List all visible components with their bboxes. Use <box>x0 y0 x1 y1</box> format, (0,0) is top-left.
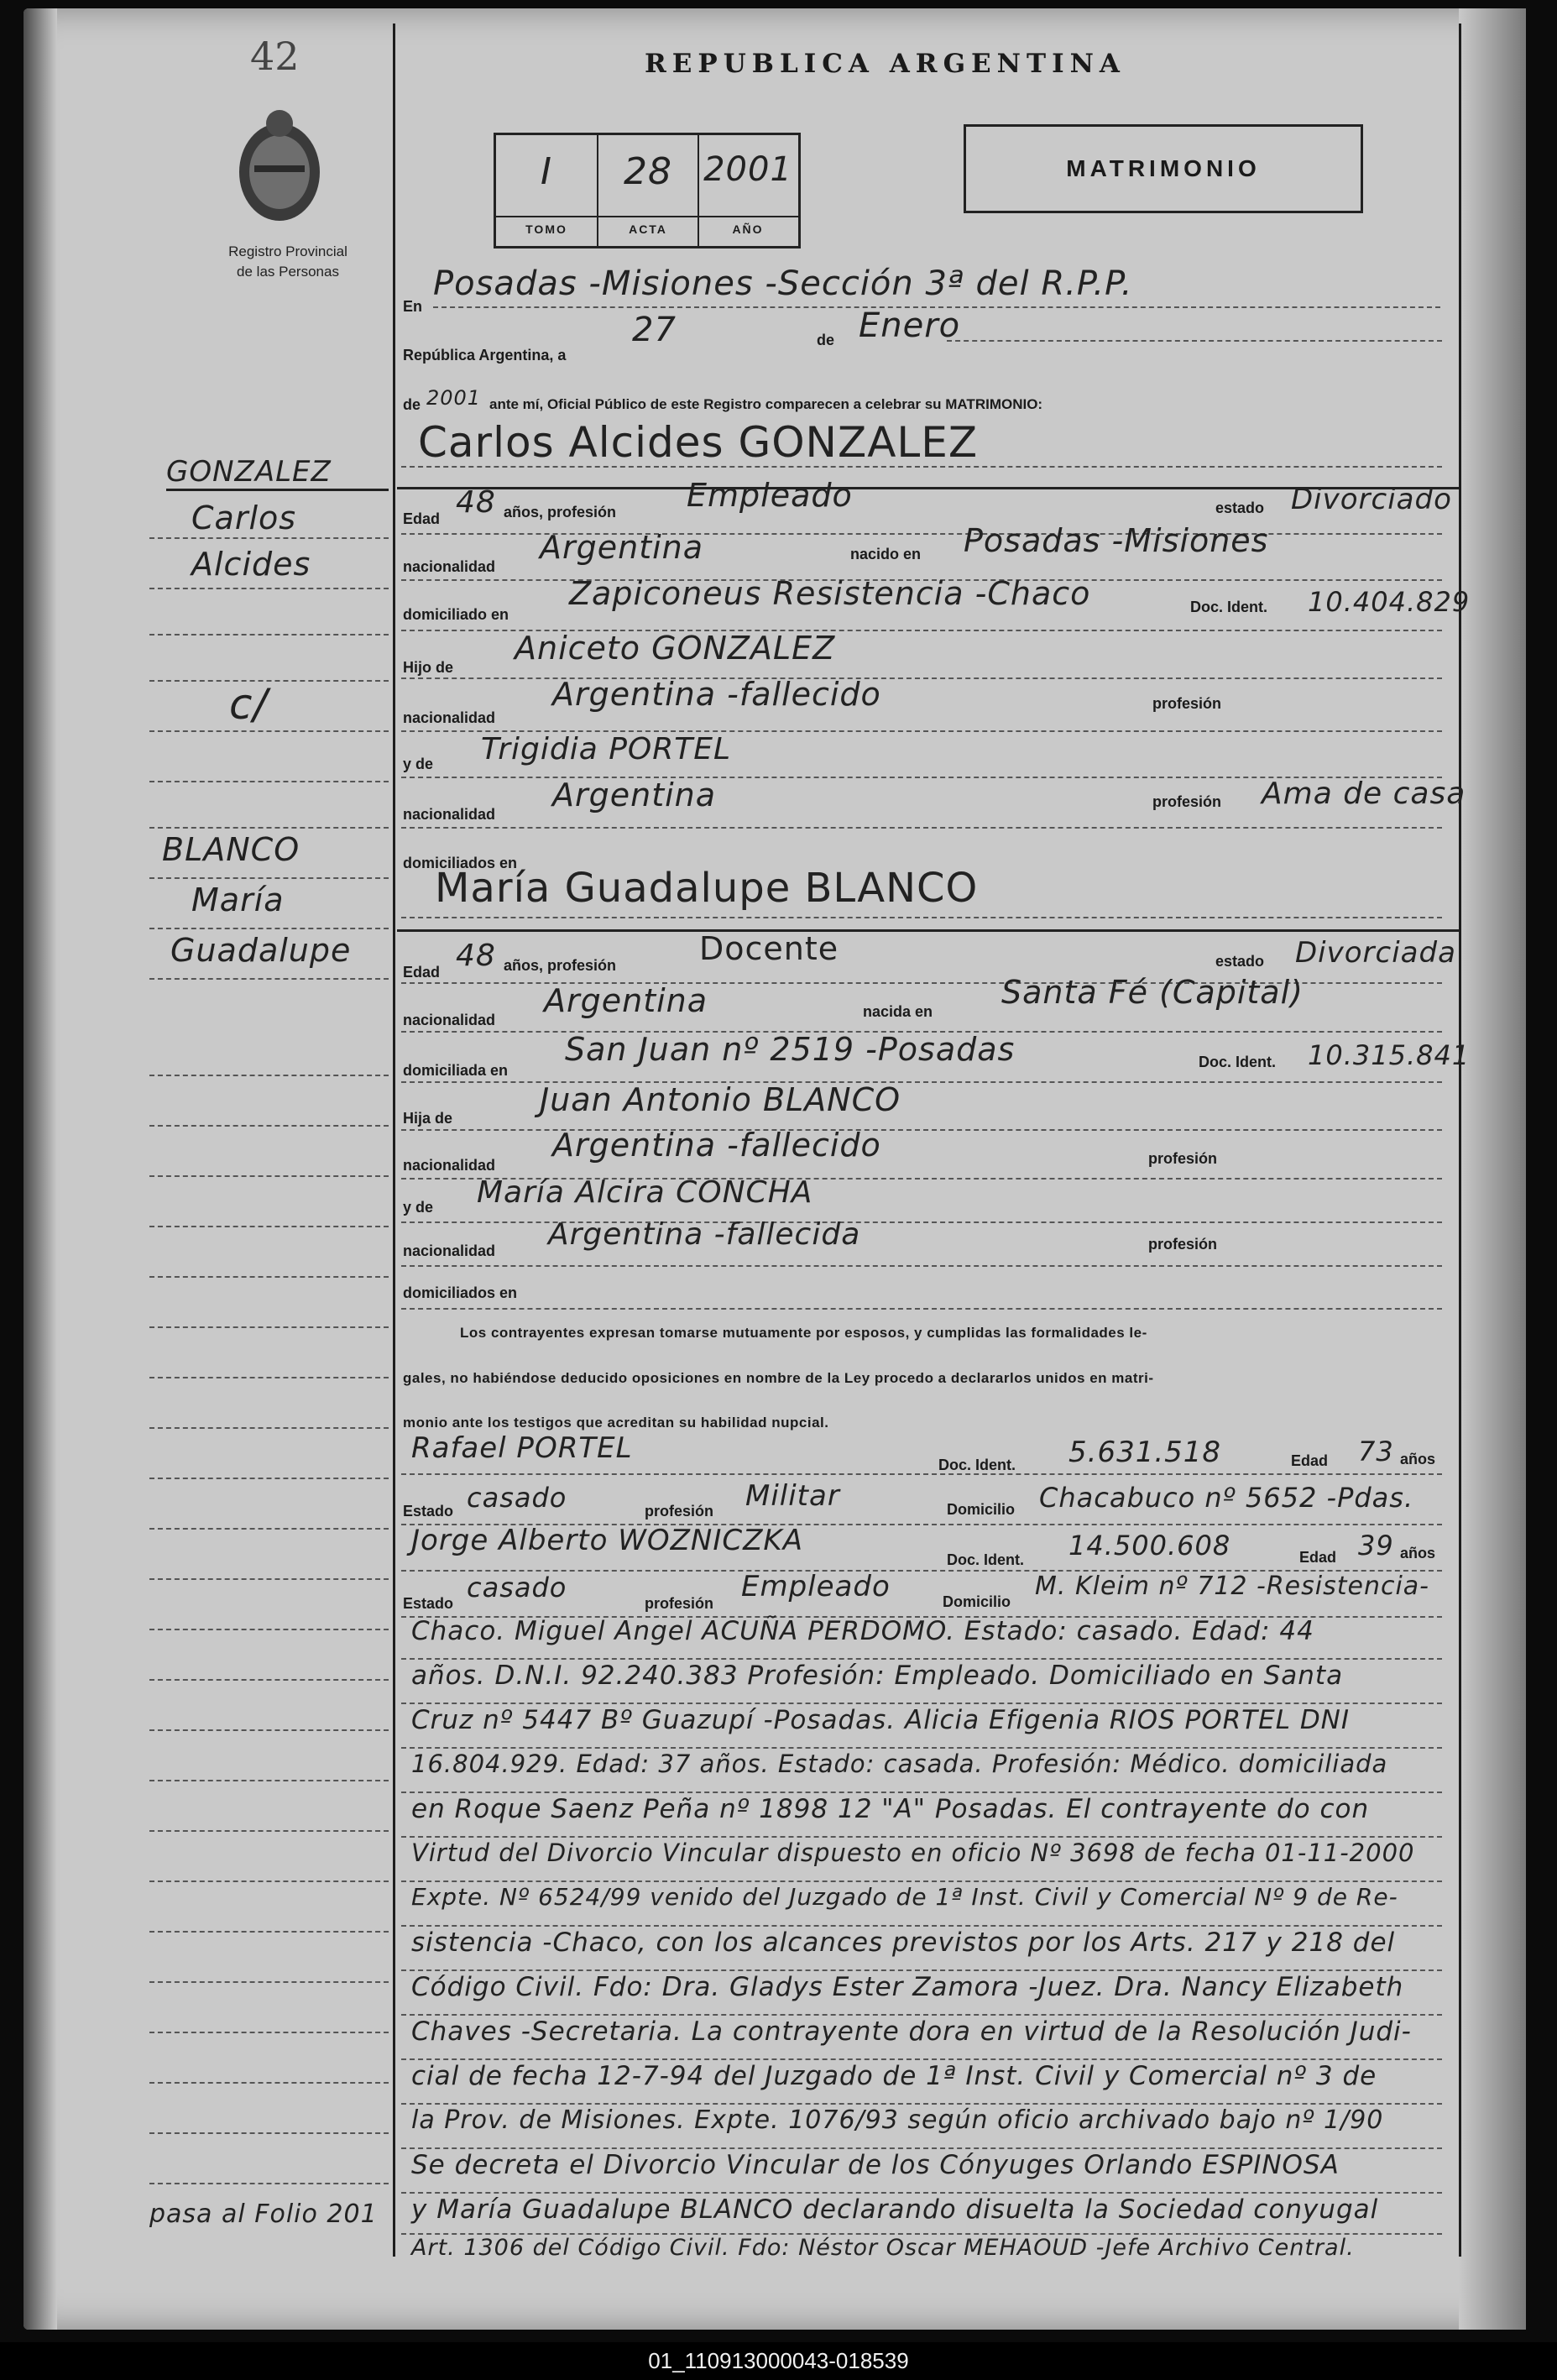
witness-2-doc-label: Doc. Ident. <box>947 1551 1025 1568</box>
day-value: 27 <box>632 311 677 349</box>
margin-rule <box>149 1125 389 1127</box>
bride-nationality-label: nacionalidad <box>403 1012 496 1028</box>
bride-domicilio-label: domiciliada en <box>403 1062 509 1079</box>
margin-rule <box>149 537 389 539</box>
groom-father: Aniceto GONZALEZ <box>515 630 836 667</box>
margin-rule <box>149 1629 389 1630</box>
groom-profesion-label: años, profesión <box>504 504 617 520</box>
note-line: Chaco. Miguel Angel ACUÑA PERDOMO. Estado: casado. Edad: 44 <box>411 1616 1314 1646</box>
note-rule <box>401 2233 1442 2235</box>
note-line: años. D.N.I. 92.240.383 Profesión: Empleado. Domiciliado en Santa <box>411 1661 1344 1691</box>
year-value: 2001 <box>426 386 482 410</box>
bride-full-name: María Guadalupe BLANCO <box>435 865 979 912</box>
margin-rule <box>149 1377 389 1378</box>
note-rule <box>401 1792 1442 1793</box>
note-rule <box>401 2058 1442 2060</box>
margin-rule <box>149 928 389 929</box>
margin-rule <box>149 1578 389 1580</box>
margin-separator: c/ <box>229 680 269 729</box>
margin-rule <box>149 2032 389 2033</box>
month-rule <box>947 340 1442 342</box>
margin-rule <box>149 2082 389 2084</box>
margin-rule <box>149 1780 389 1781</box>
margin-rule <box>149 680 389 682</box>
margin-rule <box>149 781 389 782</box>
witness-2-domicilio-label: Domicilio <box>943 1593 1011 1610</box>
note-line: Virtud del Divorcio Vincular dispuesto en oficio Nº 3698 de fecha 01-11-2000 <box>411 1839 1415 1867</box>
groom-mother-nat: Argentina <box>552 777 717 813</box>
bride-dom-parents-label: domiciliados en <box>403 1284 518 1301</box>
margin-rule <box>149 1276 389 1278</box>
witness-2-estado-label: Estado <box>403 1595 454 1612</box>
bride-nationality: Argentina <box>544 982 708 1019</box>
groom-mother-nat-label: nacionalidad <box>403 806 496 823</box>
witness-1-name: Rafael PORTEL <box>411 1431 633 1465</box>
margin-groom-name-1: Carlos <box>191 500 297 536</box>
bride-civil-status: Divorciada <box>1295 936 1456 970</box>
anio-label: AÑO <box>732 222 764 236</box>
groom-profession: Empleado <box>687 477 853 514</box>
witness-1-edad-label: Edad <box>1291 1452 1329 1469</box>
margin-rule <box>149 1326 389 1328</box>
registry-line-1: Registro Provincial <box>228 243 347 259</box>
groom-mother-prof-label: profesión <box>1152 793 1222 810</box>
bride-doc-label: Doc. Ident. <box>1199 1054 1277 1070</box>
margin-rule <box>149 1729 389 1731</box>
groom-row-rule <box>401 827 1442 829</box>
margin-rule <box>149 2183 389 2184</box>
footer-image-id: 01_110913000043-018539 <box>0 2342 1557 2380</box>
witness-rule <box>401 1473 1442 1475</box>
witness-1-profession: Militar <box>745 1479 840 1513</box>
anio-value: 2001 <box>703 150 792 189</box>
note-rule <box>401 2103 1442 2105</box>
groom-name-rule <box>401 466 1442 468</box>
witness-1-doc-label: Doc. Ident. <box>938 1457 1016 1473</box>
bride-mother: María Alcira CONCHA <box>477 1175 813 1210</box>
bride-mother-prof-label: profesión <box>1148 1236 1218 1253</box>
witness-2-profession: Empleado <box>741 1570 891 1603</box>
year-prefix: de <box>403 396 421 413</box>
groom-doc: 10.404.829 <box>1308 586 1471 618</box>
margin-rule <box>149 1075 389 1076</box>
bride-name-rule <box>401 917 1442 918</box>
witness-2-profesion-label: profesión <box>645 1595 714 1612</box>
bride-yde-label: y de <box>403 1199 434 1216</box>
margin-rule <box>149 1175 389 1177</box>
bride-father-nat: Argentina -fallecido <box>552 1127 881 1164</box>
bride-birthplace: Santa Fé (Capital) <box>1001 974 1304 1011</box>
margin-rule <box>149 1478 389 1479</box>
bride-profesion-label: años, profesión <box>504 957 617 974</box>
margin-bride-name-1: María <box>191 881 285 918</box>
groom-father-nat-label: nacionalidad <box>403 709 496 726</box>
witness-2-address: M. Kleim nº 712 -Resistencia- <box>1035 1572 1429 1601</box>
margin-rule <box>149 978 389 980</box>
note-rule <box>401 2147 1442 2149</box>
registry-name <box>191 242 384 282</box>
witness-1-estado-label: Estado <box>403 1503 454 1520</box>
margin-rule <box>149 1679 389 1681</box>
bride-edad-label: Edad <box>403 964 441 981</box>
bride-father-prof-label: profesión <box>1148 1150 1218 1167</box>
groom-mother: Trigidia PORTEL <box>481 732 732 766</box>
groom-nationality-label: nacionalidad <box>403 558 496 575</box>
margin-rule <box>149 827 389 829</box>
bride-profession: Docente <box>699 930 839 967</box>
note-rule <box>401 1658 1442 1660</box>
witness-2-status: casado <box>467 1572 567 1603</box>
coat-of-arms-icon <box>229 105 330 235</box>
record-box <box>494 133 801 248</box>
document-page <box>24 8 1526 2330</box>
bride-nacida-label: nacida en <box>863 1003 933 1020</box>
bride-mother-nat-label: nacionalidad <box>403 1242 496 1259</box>
tomo-value: I <box>541 150 552 193</box>
note-line: sistencia -Chaco, con los alcances previstos por los Arts. 217 y 218 del <box>411 1928 1396 1958</box>
witness-2-anios-label: años <box>1400 1545 1436 1561</box>
margin-rule <box>149 1880 389 1882</box>
note-line: Expte. Nº 6524/99 venido del Juzgado de 1ª Inst. Civil y Comercial Nº 9 de Re- <box>411 1883 1398 1911</box>
declaration-line-2: gales, no habiéndose deducido oposiciones en nombre de la Ley procedo a declararlos unidos en matri- <box>403 1370 1154 1386</box>
declaration-line-1: Los contrayentes expresan tomarse mutuamente por esposos, y cumplidas las formalidades le- <box>460 1325 1147 1341</box>
margin-bride-name-2: Guadalupe <box>170 932 352 969</box>
en-value: Posadas -Misiones -Sección 3ª del R.P.P. <box>433 264 1133 303</box>
margin-divider <box>393 24 395 2257</box>
acta-label: ACTA <box>629 222 667 236</box>
note-line: cial de fecha 12-7-94 del Juzgado de 1ª Inst. Civil y Comercial nº 3 de <box>411 2061 1377 2091</box>
witness-1-anios-label: años <box>1400 1451 1436 1467</box>
margin-rule <box>149 1931 389 1933</box>
page-shadow-right <box>1459 8 1526 2330</box>
groom-father-prof-label: profesión <box>1152 695 1222 712</box>
witness-1-profesion-label: profesión <box>645 1503 714 1520</box>
note-line: en Roque Saenz Peña nº 1898 12 "A" Posadas. El contrayente do con <box>411 1794 1370 1824</box>
witness-2-age: 39 <box>1358 1530 1394 1561</box>
witness-1-age: 73 <box>1358 1436 1394 1467</box>
margin-rule <box>149 634 389 636</box>
groom-nacido-label: nacido en <box>850 546 922 562</box>
groom-full-name: Carlos Alcides GONZALEZ <box>418 418 979 467</box>
bride-row-rule <box>401 1308 1442 1310</box>
margin-rule <box>149 1427 389 1429</box>
bride-section-top <box>397 929 1459 932</box>
witness-2-name: Jorge Alberto WOZNICZKA <box>411 1524 803 1557</box>
act-type-box: MATRIMONIO <box>964 124 1363 213</box>
record-values-row <box>496 135 798 211</box>
note-rule <box>401 1880 1442 1882</box>
document-country-title: REPUBLICA ARGENTINA <box>645 49 1126 79</box>
margin-footnote: pasa al Folio 201 <box>149 2200 378 2229</box>
witness-2-edad-label: Edad <box>1299 1549 1337 1566</box>
groom-edad-label: Edad <box>403 510 441 527</box>
witness-1-status: casado <box>467 1482 567 1514</box>
margin-groom-name-2: Alcides <box>191 546 311 583</box>
note-rule <box>401 1703 1442 1704</box>
bride-address: San Juan nº 2519 -Posadas <box>565 1031 1016 1068</box>
folio-number: 42 <box>250 34 300 79</box>
margin-rule <box>149 1830 389 1832</box>
margin-rule <box>149 2132 389 2134</box>
groom-estado-label: estado <box>1215 500 1265 516</box>
groom-yde-label: y de <box>403 756 434 772</box>
republica-label: República Argentina, a <box>403 347 567 364</box>
groom-domicilio-label: domiciliado en <box>403 606 509 623</box>
note-line: Se decreta el Divorcio Vincular de los Cónyuges Orlando ESPINOSA <box>411 2150 1340 2180</box>
de-label: de <box>817 332 835 348</box>
bride-age: 48 <box>456 939 496 973</box>
groom-age: 48 <box>456 485 496 520</box>
witness-1-domicilio-label: Domicilio <box>947 1501 1016 1518</box>
margin-rule <box>149 1981 389 1983</box>
right-border <box>1459 24 1461 2257</box>
note-rule <box>401 2192 1442 2194</box>
groom-hijo-label: Hijo de <box>403 659 454 676</box>
margin-rule <box>149 1226 389 1227</box>
bride-father: Juan Antonio BLANCO <box>540 1081 901 1118</box>
groom-address: Zapiconeus Resistencia -Chaco <box>569 575 1091 612</box>
bride-row-rule <box>401 1265 1442 1267</box>
note-line: Chaves -Secretaria. La contrayente dora en virtud de la Resolución Judi- <box>411 2016 1412 2047</box>
bride-estado-label: estado <box>1215 953 1265 970</box>
tomo-label: TOMO <box>525 222 567 236</box>
margin-rule <box>149 877 389 879</box>
declaration-line-3: monio ante los testigos que acreditan su habilidad nupcial. <box>403 1415 829 1431</box>
margin-bride-surname: BLANCO <box>162 831 300 868</box>
groom-mother-prof: Ama de casa <box>1262 777 1466 811</box>
page-shadow-left <box>24 8 57 2330</box>
note-rule <box>401 1747 1442 1749</box>
note-rule <box>401 1836 1442 1838</box>
bride-hija-label: Hija de <box>403 1110 453 1127</box>
note-line: 16.804.929. Edad: 37 años. Estado: casada. Profesión: Médico. domiciliada <box>411 1750 1388 1778</box>
note-rule <box>401 2014 1442 2016</box>
groom-birthplace: Posadas -Misiones <box>964 522 1269 559</box>
bride-mother-nat: Argentina -fallecida <box>548 1217 861 1252</box>
note-line: Cruz nº 5447 Bº Guazupí -Posadas. Alicia Efigenia RIOS PORTEL DNI <box>411 1705 1351 1735</box>
registry-line-2: de las Personas <box>237 264 339 280</box>
margin-groom-underline <box>166 489 389 491</box>
groom-father-nat: Argentina -fallecido <box>552 676 881 713</box>
margin-rule <box>149 730 389 732</box>
record-label-sep <box>496 216 798 217</box>
groom-doc-label: Doc. Ident. <box>1190 599 1268 615</box>
en-label: En <box>403 298 423 315</box>
witness-1-doc: 5.631.518 <box>1068 1436 1222 1469</box>
note-line: Código Civil. Fdo: Dra. Gladys Ester Zamora -Juez. Dra. Nancy Elizabeth <box>411 1972 1404 2002</box>
witness-1-address: Chacabuco nº 5652 -Pdas. <box>1039 1482 1414 1514</box>
groom-nationality: Argentina <box>540 529 704 566</box>
margin-rule <box>149 1528 389 1530</box>
witness-2-doc: 14.500.608 <box>1068 1530 1231 1561</box>
margin-groom-surname: GONZALEZ <box>166 455 332 489</box>
acta-value: 28 <box>624 150 672 193</box>
month-value: Enero <box>859 306 961 345</box>
note-rule <box>401 1925 1442 1927</box>
note-line: la Prov. de Misiones. Expte. 1076/93 según oficio archivado bajo nº 1/90 <box>411 2105 1384 2135</box>
note-rule <box>401 1969 1442 1971</box>
intro-text: ante mí, Oficial Público de este Registro comparecen a celebrar su MATRIMONIO: <box>489 396 1043 412</box>
bride-father-nat-label: nacionalidad <box>403 1157 496 1174</box>
note-line: y María Guadalupe BLANCO declarando disuelta la Sociedad conyugal <box>411 2194 1379 2225</box>
groom-civil-status: Divorciado <box>1291 483 1452 516</box>
note-line: Art. 1306 del Código Civil. Fdo: Néstor Oscar MEHAOUD -Jefe Archivo Central. <box>411 2235 1355 2261</box>
bride-doc: 10.315.841 <box>1308 1039 1471 1071</box>
margin-rule <box>149 588 389 589</box>
groom-dom-parents-label: domiciliados en <box>403 855 518 871</box>
